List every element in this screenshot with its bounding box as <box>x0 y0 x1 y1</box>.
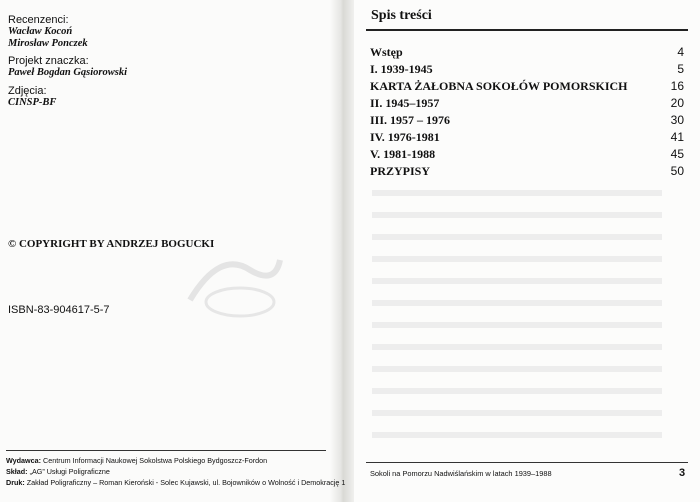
show-through-line <box>372 300 662 306</box>
reviewer-name: Mirosław Ponczek <box>8 38 88 49</box>
imprint-divider <box>6 450 326 451</box>
toc-entry-page: 5 <box>677 62 684 76</box>
toc-entry-title: PRZYPISY <box>370 164 431 178</box>
footer-rule <box>366 462 688 463</box>
running-footer: Sokoli na Pomorzu Nadwiślańskim w latach 1939–1988 <box>370 469 552 478</box>
toc-entry-page: 50 <box>670 164 684 178</box>
show-through-line <box>372 256 662 262</box>
toc-entry-page: 41 <box>670 130 684 144</box>
toc-entry <box>370 62 684 77</box>
toc-entry-title: IV. 1976-1981 <box>370 130 440 144</box>
copyright-line: © COPYRIGHT BY ANDRZEJ BOGUCKI <box>8 238 215 250</box>
imprint-value: „AG” Usługi Poligraficzne <box>29 467 110 476</box>
credit-label-reviewers: Recenzenci: <box>8 14 69 26</box>
toc-entry <box>370 130 684 145</box>
imprint-key: Skład: <box>6 467 28 476</box>
toc-entry-page: 4 <box>677 45 684 59</box>
designer-name: Paweł Bogdan Gąsiorowski <box>8 67 128 78</box>
imprint-value: Zakład Poligraficzny – Roman Kieroński - Solec Kujawski, ul. Bojowników o Wolność i Demokrację 1 <box>26 478 346 487</box>
toc-entry <box>370 45 684 60</box>
imprint-print <box>6 478 345 487</box>
imprint-typesetting <box>6 467 110 476</box>
toc-entry <box>370 147 684 162</box>
toc-entry-title: III. 1957 – 1976 <box>370 113 451 127</box>
toc-entry-page: 16 <box>670 79 684 93</box>
toc-entry <box>370 79 684 94</box>
toc-entry <box>370 164 684 179</box>
credit-label-badge-design: Projekt znaczka: <box>8 55 89 67</box>
toc-title: Spis treści <box>371 8 432 23</box>
show-through-line <box>372 388 662 394</box>
show-through-line <box>372 366 662 372</box>
show-through-line <box>372 234 662 240</box>
credit-label-photos: Zdjęcia: <box>8 85 47 97</box>
reviewer-name: Wacław Kocoń <box>8 26 73 37</box>
photos-credit: CINSP-BF <box>8 97 57 108</box>
show-through-line <box>372 344 662 350</box>
book-gutter <box>330 0 354 502</box>
toc-entry-page: 20 <box>670 96 684 110</box>
toc-entry <box>370 113 684 128</box>
imprint-key: Wydawca: <box>6 456 42 465</box>
show-through-line <box>372 432 662 438</box>
show-through-line <box>372 278 662 284</box>
toc-entry-title: II. 1945–1957 <box>370 96 440 110</box>
show-through-line <box>372 410 662 416</box>
imprint-key: Druk: <box>6 478 25 487</box>
imprint-publisher <box>6 456 267 465</box>
toc-entry-title: Wstęp <box>370 45 403 59</box>
toc-entry-title: I. 1939-1945 <box>370 62 433 76</box>
show-through-line <box>372 322 662 328</box>
toc-title-rule <box>366 29 688 31</box>
show-through-line <box>372 190 662 196</box>
toc-entry-title: KARTA ŻAŁOBNA SOKOŁÓW POMORSKICH <box>370 79 628 93</box>
show-through-line <box>372 212 662 218</box>
page-number: 3 <box>679 467 686 479</box>
isbn: ISBN-83-904617-5-7 <box>8 304 110 316</box>
toc-entry <box>370 96 684 111</box>
show-through-emblem <box>180 240 290 330</box>
toc-entry-title: V. 1981-1988 <box>370 147 436 161</box>
toc-entry-page: 30 <box>670 113 684 127</box>
toc-entry-page: 45 <box>670 147 684 161</box>
imprint-value: Centrum Informacji Naukowej Sokolstwa Polskiego Bydgoszcz-Fordon <box>43 456 268 465</box>
